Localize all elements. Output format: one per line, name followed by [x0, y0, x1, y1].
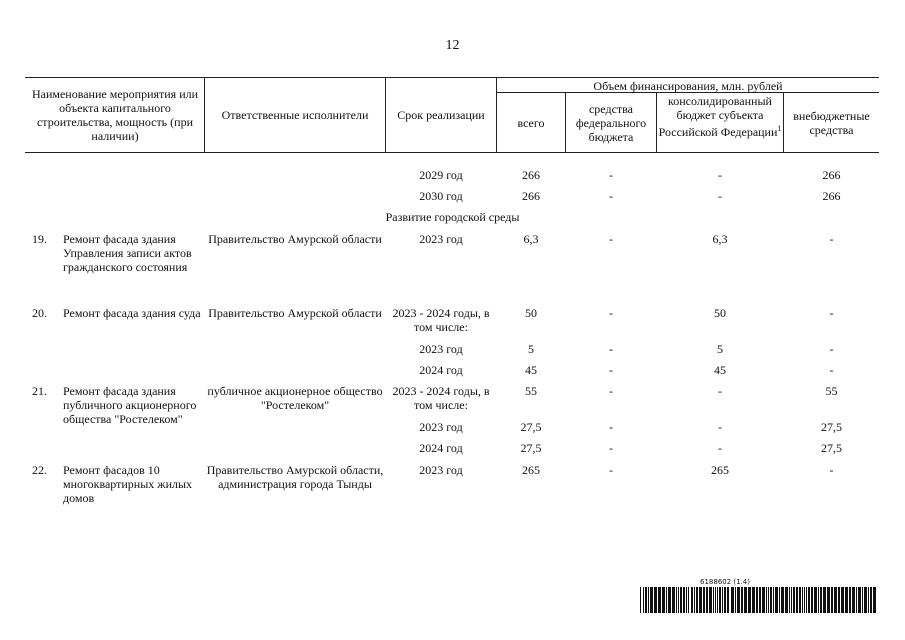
header-period: Срок реализации — [397, 108, 485, 122]
barcode-bar — [676, 587, 677, 613]
barcode-bar — [668, 587, 671, 613]
offbudget-cell: - — [829, 306, 834, 320]
barcode-bar — [717, 587, 718, 613]
barcode-bar — [831, 587, 833, 613]
offbudget-cell: - — [829, 363, 834, 377]
barcode-bar — [752, 587, 755, 613]
barcode-bar — [756, 587, 758, 613]
barcode-bar — [785, 587, 788, 613]
offbudget-cell: 266 — [822, 168, 841, 182]
regional-cell: 6,3 — [712, 232, 728, 246]
barcode-bar — [699, 587, 702, 613]
period-cell: 2024 год — [419, 441, 463, 455]
barcode-bar — [650, 587, 653, 613]
item-name: Ремонт фасада здания суда — [63, 306, 201, 320]
barcode-bar — [775, 587, 778, 613]
offbudget-cell: - — [829, 232, 834, 246]
item-number: 19. — [32, 232, 47, 246]
offbudget-cell: 27,5 — [821, 420, 842, 434]
barcode-bar — [781, 587, 784, 613]
federal-cell: - — [609, 463, 613, 477]
barcode-bar — [696, 587, 698, 613]
barcode-bar — [691, 587, 693, 613]
period-cell: 2030 год — [419, 189, 463, 203]
total-cell: 50 — [525, 306, 537, 320]
barcode-bar — [724, 587, 726, 613]
barcode-bar — [727, 587, 729, 613]
period-cell: 2023 год — [419, 342, 463, 356]
header-regional-footnote: 1 — [777, 124, 782, 133]
barcode-bar — [862, 587, 863, 613]
section-title: Развитие городской среды — [385, 210, 520, 224]
federal-cell: - — [609, 306, 613, 320]
federal-cell: - — [609, 363, 613, 377]
period-cell: 2023 год — [419, 463, 463, 477]
header-top-rule — [25, 77, 879, 78]
barcode-bar — [645, 587, 647, 613]
barcode-bar — [849, 587, 851, 613]
barcode-bar — [731, 587, 734, 613]
barcode-bar — [706, 587, 708, 613]
federal-cell: - — [609, 189, 613, 203]
period-cell: 2023 - 2024 годы, в том числе: — [392, 306, 490, 334]
barcode-bar — [713, 587, 714, 613]
barcode-bar — [766, 587, 767, 613]
barcode-bar — [686, 587, 687, 613]
header-regional — [657, 94, 783, 139]
barcode-bar — [770, 587, 772, 613]
barcode-bar — [741, 587, 743, 613]
barcode-bar — [759, 587, 761, 613]
item-executor: Правительство Амурской области — [208, 306, 382, 320]
barcode-bar — [814, 587, 817, 613]
total-cell: 266 — [522, 189, 540, 203]
item-executor: Правительство Амурской области, администрация города Тынды — [206, 463, 384, 491]
item-name: Ремонт фасадов 10 многоквартирных жилых домов — [63, 463, 193, 505]
total-cell: 266 — [522, 168, 540, 182]
barcode-bar — [688, 587, 689, 613]
federal-cell: - — [609, 384, 613, 398]
regional-cell: - — [718, 384, 722, 398]
barcode-bar — [818, 587, 819, 613]
barcode-bar — [841, 587, 844, 613]
regional-cell: 45 — [714, 363, 726, 377]
regional-cell: 265 — [711, 463, 729, 477]
regional-cell: - — [718, 420, 722, 434]
barcode-bar — [648, 587, 649, 613]
total-cell: 27,5 — [520, 420, 542, 434]
barcode-bar — [744, 587, 747, 613]
offbudget-cell: 27,5 — [821, 441, 842, 455]
period-cell: 2029 год — [419, 168, 463, 182]
barcode-bar — [662, 587, 665, 613]
barcode-bar — [762, 587, 765, 613]
barcode-bar — [864, 587, 867, 613]
barcode-bar — [722, 587, 723, 613]
header-offbudget: внебюджетные средства — [793, 109, 870, 137]
offbudget-cell: 55 — [825, 384, 838, 398]
item-executor: Правительство Амурской области — [208, 232, 382, 246]
header-executors: Ответственные исполнители — [221, 108, 369, 122]
header-regional-text: консолидированный бюджет субъекта Российской Федерации — [658, 94, 778, 139]
barcode-bar — [672, 587, 675, 613]
barcode-bar — [802, 587, 803, 613]
federal-cell: - — [609, 232, 613, 246]
barcode-bar — [789, 587, 790, 613]
barcode-bar — [719, 587, 721, 613]
item-number: 21. — [32, 384, 47, 398]
barcode-bar — [640, 587, 641, 613]
item-number: 22. — [32, 463, 47, 477]
barcode-bar — [856, 587, 857, 613]
header-total: всего — [517, 116, 545, 130]
period-cell: 2024 год — [419, 363, 463, 377]
barcode-bar — [870, 587, 872, 613]
page-number: 12 — [445, 38, 460, 53]
offbudget-cell: 266 — [822, 189, 841, 203]
barcode-bar — [827, 587, 830, 613]
regional-cell: 50 — [714, 306, 726, 320]
barcode-bar — [715, 587, 716, 613]
barcode-bar — [768, 587, 769, 613]
total-cell: 45 — [525, 363, 537, 377]
barcode-icon — [640, 587, 878, 613]
header-name: Наименование мероприятия или объекта капитального строительства, мощность (при наличии) — [31, 87, 199, 143]
federal-cell: - — [609, 420, 613, 434]
header-funding-group: Объем финансирования, млн. рублей — [593, 79, 783, 93]
barcode-bar — [748, 587, 751, 613]
barcode-bar — [820, 587, 822, 613]
barcode-bar — [709, 587, 712, 613]
total-cell: 55 — [525, 384, 537, 398]
total-cell: 6,3 — [523, 232, 539, 246]
barcode-bar — [735, 587, 736, 613]
item-number: 20. — [32, 306, 47, 320]
barcode-bar — [694, 587, 695, 613]
total-cell: 5 — [528, 342, 534, 356]
barcode-bar — [838, 587, 840, 613]
barcode-bar — [823, 587, 826, 613]
barcode-bar — [852, 587, 855, 613]
barcode-bar — [873, 587, 876, 613]
header-divider — [565, 92, 566, 152]
regional-cell: - — [718, 168, 722, 182]
period-cell: 2023 год — [419, 232, 463, 246]
period-cell: 2023 год — [419, 420, 463, 434]
barcode-bar — [834, 587, 837, 613]
barcode-bar — [804, 587, 805, 613]
barcode-bar — [791, 587, 792, 613]
barcode-bar — [737, 587, 740, 613]
period-cell: 2023 - 2024 годы, в том числе: — [392, 384, 490, 412]
barcode-bar — [666, 587, 667, 613]
barcode-bar — [779, 587, 780, 613]
barcode-bar — [811, 587, 813, 613]
barcode-bar — [806, 587, 807, 613]
barcode-bar — [845, 587, 848, 613]
header-bottom-rule — [25, 152, 879, 153]
regional-cell: 5 — [717, 342, 723, 356]
item-executor: публичное акционерное общество "Ростелеком" — [207, 384, 383, 412]
barcode-code: 6188602 (1.4) — [700, 578, 750, 586]
total-cell: 265 — [522, 463, 540, 477]
offbudget-cell: - — [829, 463, 834, 477]
barcode-bar — [868, 587, 869, 613]
barcode-bar — [808, 587, 810, 613]
federal-cell: - — [609, 441, 613, 455]
barcode-bar — [654, 587, 657, 613]
barcode-bar — [793, 587, 795, 613]
barcode-bar — [773, 587, 774, 613]
header-federal: средства федерального бюджета — [575, 102, 647, 144]
barcode-bar — [680, 587, 682, 613]
item-name: Ремонт фасада здания Управления записи актов гражданского состояния — [63, 232, 192, 274]
federal-cell: - — [609, 168, 613, 182]
barcode-bar — [858, 587, 861, 613]
offbudget-cell: - — [829, 342, 834, 356]
regional-cell: - — [718, 441, 722, 455]
barcode-bar — [796, 587, 798, 613]
item-name: Ремонт фасада здания публичного акционерного общества "Ростелеком" — [63, 384, 197, 426]
total-cell: 27,5 — [520, 441, 542, 455]
barcode-bar — [678, 587, 679, 613]
barcode-bar — [703, 587, 705, 613]
barcode-bar — [643, 587, 644, 613]
federal-cell: - — [609, 342, 613, 356]
barcode-bar — [799, 587, 801, 613]
barcode-bar — [658, 587, 661, 613]
barcode-bar — [683, 587, 685, 613]
regional-cell: - — [718, 189, 722, 203]
